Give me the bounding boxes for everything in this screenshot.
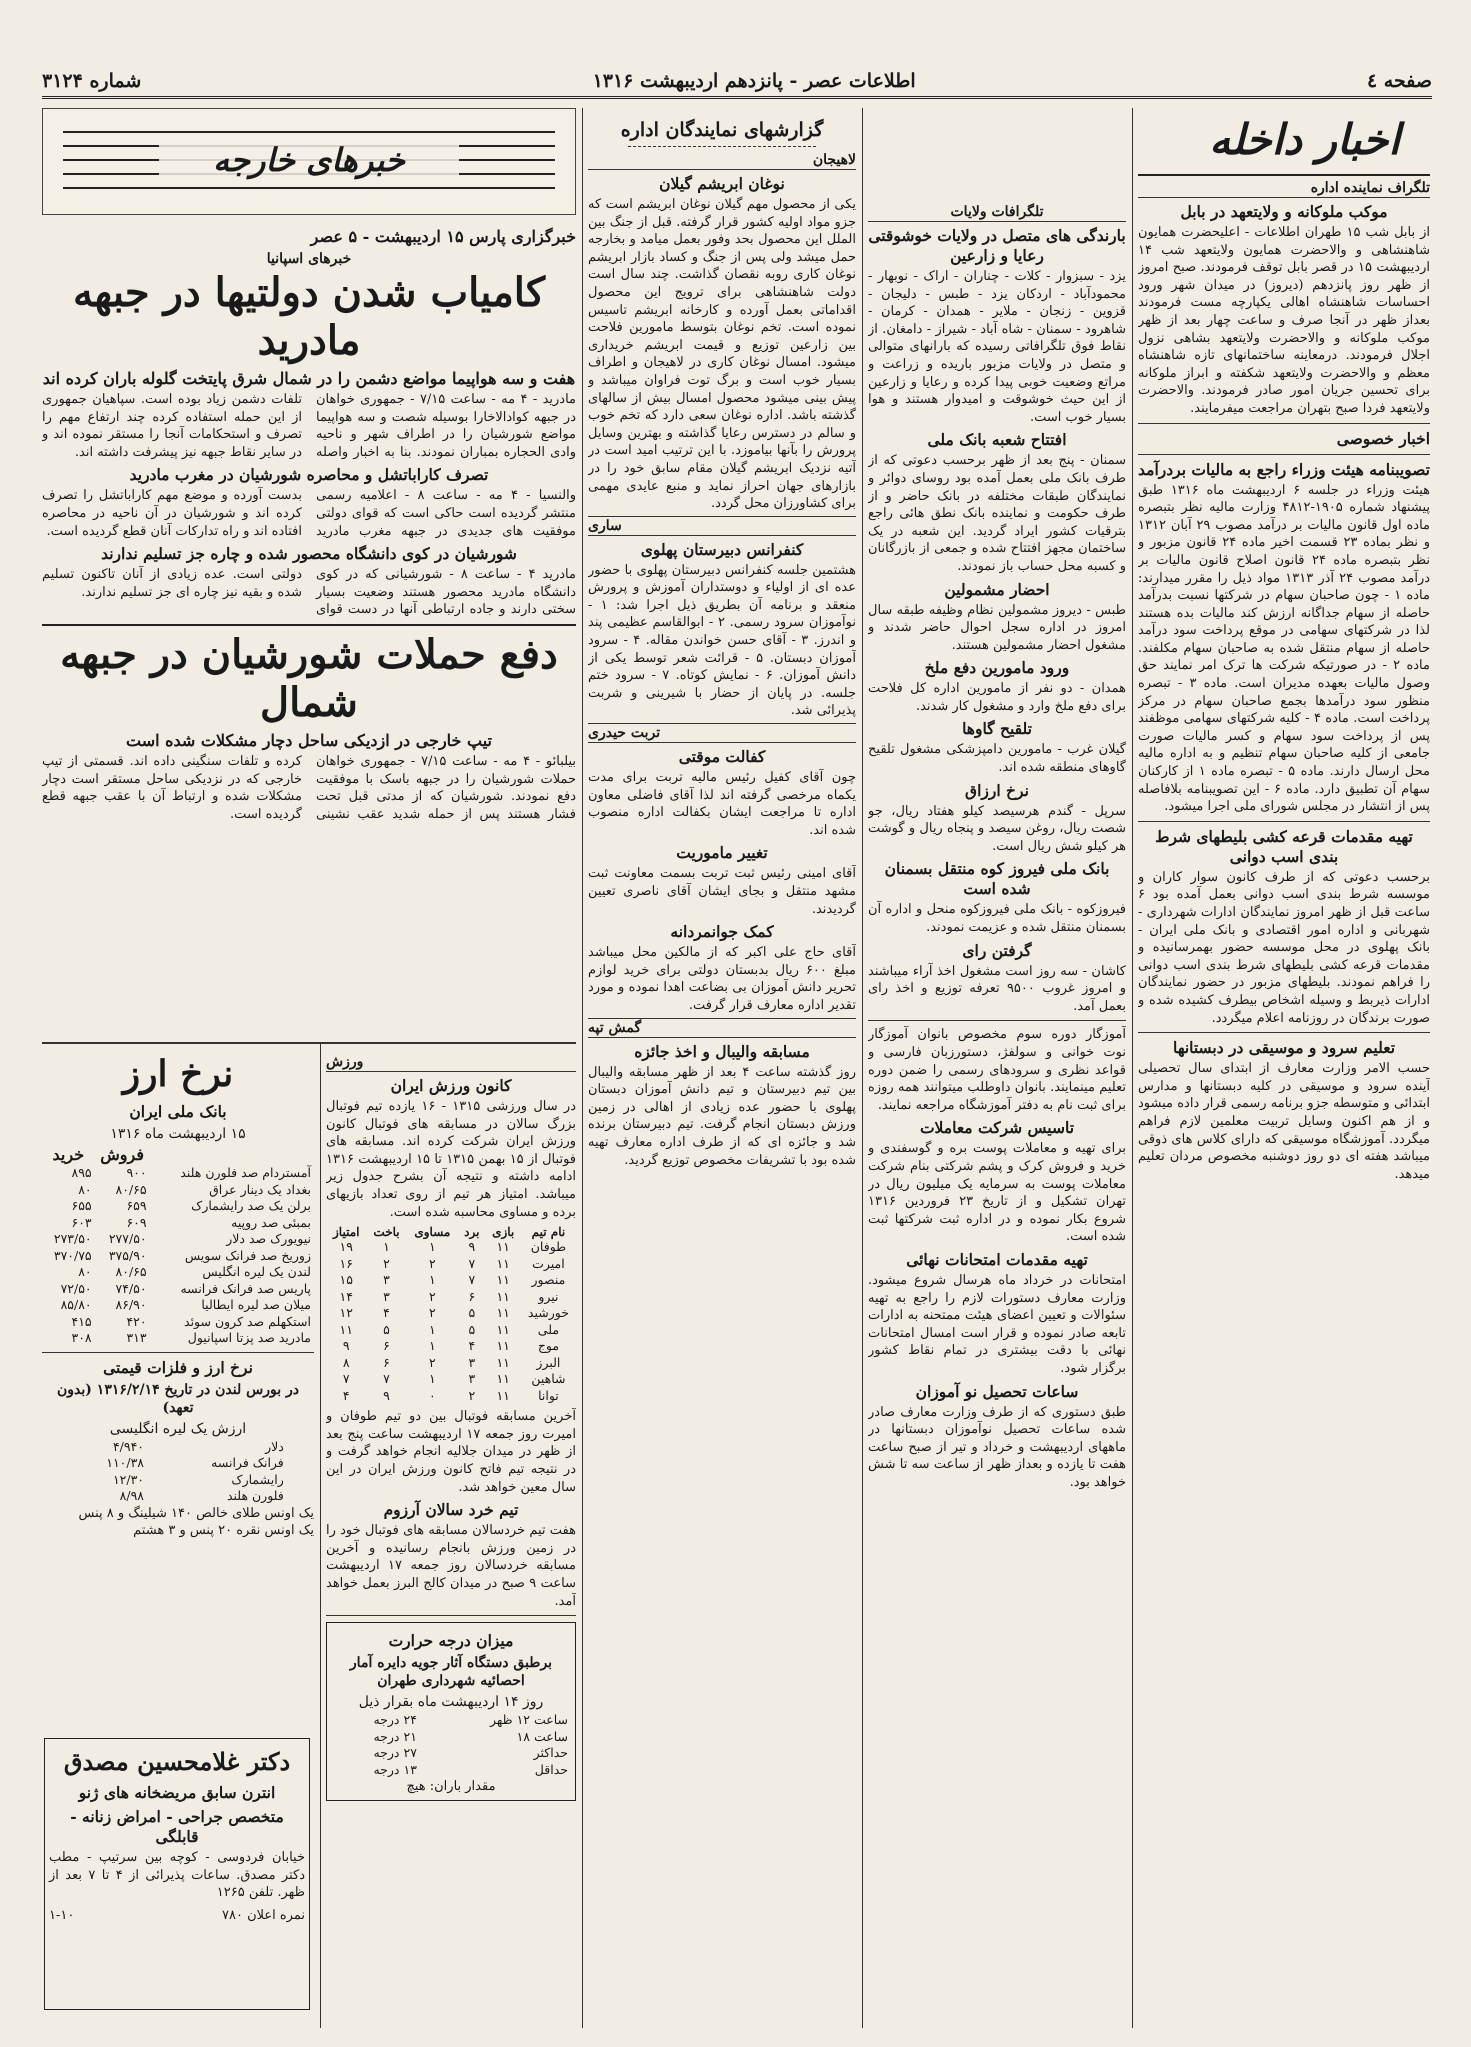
buy-rate: ۸۰	[78, 1181, 92, 1197]
league-cell: ۱۱	[496, 1305, 510, 1321]
exchange-row	[42, 1248, 314, 1265]
exchange-head: نرخ ارز	[122, 1053, 234, 1095]
exchange-row	[42, 1165, 314, 1182]
league-cell: ۲	[428, 1288, 436, 1304]
league-cell: ۱۹	[339, 1239, 353, 1255]
weather-label: حداقل	[534, 1761, 568, 1777]
exchange-row	[42, 1231, 314, 1248]
league-row	[326, 1305, 576, 1322]
sell-rate: ۸۰/۶۵	[115, 1181, 147, 1197]
exam-head: تهیه مقدمات امتحانات نهائی	[906, 1249, 1088, 1269]
league-cell: ۱۱	[496, 1338, 510, 1354]
league-cell: ۲	[428, 1354, 436, 1370]
spain-label: خبرهای اسپانیا	[266, 251, 352, 267]
league-cell: ۱	[383, 1239, 390, 1255]
league-cell: امیرت	[532, 1255, 565, 1271]
ad-specialty: متخصص جراحی - امراض زنانه - قابلگی	[70, 1807, 284, 1846]
currency-name: بغداد یک دینار عراق	[209, 1181, 311, 1197]
sell-rate: ۳۱۳	[126, 1330, 147, 1345]
league-cell: ۵	[468, 1321, 476, 1337]
league-cell: ۳	[383, 1288, 390, 1304]
foreign-block	[42, 108, 576, 1043]
final-text: آخرین مسابقه فوتبال بین دو تیم طوفان و امیرت روز جمعه ۱۷ اردیبهشت ساعت پنج بعد از ظهر در میدان جلالیه انجام خواهد گرفت و در نتیجه تیم فاتح کانون ورزش ایران در این سال معین خواهد شد.	[326, 1409, 576, 1495]
league-row	[326, 1289, 576, 1306]
telegraph-head: تلگراف نماینده اداره	[1138, 179, 1430, 198]
transfer-head: تغییر ماموریت	[676, 843, 768, 863]
col-sell: فروش	[100, 1145, 144, 1164]
company-head: تاسیس شرکت معاملات	[919, 1118, 1075, 1138]
currency-name: لندن یک لیره انگلیس	[202, 1264, 311, 1279]
league-cell: ۳	[468, 1371, 476, 1387]
league-cell: ۲	[468, 1387, 476, 1403]
league-cell: ۹	[468, 1239, 476, 1255]
weather-value: ۲۴ درجه	[373, 1712, 417, 1728]
exchange-date: ۱۵ اردیبهشت ماه ۱۳۱۶	[110, 1126, 246, 1142]
league-row	[326, 1371, 576, 1388]
hours-head: ساعات تحصیل نو آموزان	[915, 1381, 1079, 1401]
babol-head: موکب ملوکانه و ولایتعهد در بابل	[1180, 202, 1388, 221]
babol-text: از بابل شب ۱۵ طهران اطلاعات - اعلیحضرت همایون شاهنشاهی و والاحضرت همایون ولایتعهد شب ۱۴ اردیبهشت ۱۵ در قصر بابل توقف فرمودند. صبح امروز از ظهر روز پانزدهم (دیروز) در میدان شهر ورود احساسات شاهنشاه اهالی یکپارچه مست فرمودند بعداز ظهر در آنجا صرف و ساعت چهار بعد از ظهر موکب ملوکانه و والاحضرت ولایتعهد بشاهی نزول اجلال فرمودند. درمعاینه ساختمانهای تازه شاهنشاه معظم و والاحضرت ولایتعهد شکفته و ابراز ملوکانه برای تحسین جریان امور صادر فرمودند. والاحضرت ولایتعهد فردا صبح بتهران مراجعت میفرمایند.	[1138, 225, 1430, 416]
club-text: در سال ورزشی ۱۳۱۵ - ۱۶ یازده تیم فوتبال بزرگ سالان در مسابقه های فوتبال کانون ورزش ایران شرکت کرده اند. مسابقه های فوتبال از ۱۵ بهمن ۱۳۱۵ تا ۱۵ اردیبهشت ۱۳۱۶ ادامه داشته و نتیجه آن بشرح جدول زیر میباشد. امتیاز هر تیم از روی تعداد بازیهای برده و مساوی محاسبه شده است.	[326, 1099, 576, 1220]
exchange-row	[42, 1215, 314, 1232]
volleyball-text: روز گذشته ساعت ۴ بعد از ظهر مسابقه والیبال بین تیم دبیرستان و تیم دانش آموزان دبستان پهلوی با حضور عده زیادی از اهالی در زمین ورزش دبستان انجام گرفت. تیم دبیرستان برنده شد و جائزه ای که از طرف اداره معارف تهیه شده بود با تشریفات مخصوص توزیع گردید.	[588, 1064, 856, 1168]
foreign-banner: خبرهای خارجه	[42, 108, 576, 215]
ad-ref: نمره اعلان ۷۸۰	[221, 1907, 305, 1923]
league-table	[326, 1225, 576, 1404]
league-cell: ۱	[428, 1239, 436, 1255]
metals-head: نرخ ارز و فلزات قیمتی	[103, 1357, 253, 1377]
league-header-cell: باخت	[373, 1225, 400, 1240]
league-cell: ۱۱	[496, 1288, 510, 1304]
sell-rate: ۸۰/۶۵	[115, 1264, 147, 1279]
weather-date: روز ۱۴ اردیبهشت ماه بقرار ذیل	[358, 1694, 544, 1711]
league-cell: توانا	[538, 1387, 559, 1403]
league-row	[326, 1256, 576, 1273]
league-header-cell: امتیاز	[333, 1225, 360, 1240]
league-cell: ۶	[468, 1288, 476, 1304]
north-subhead: تیپ خارجی در ازدیکی ساحل دچار مشکلات شده است	[126, 730, 492, 750]
north-headline: دفع حملات شورشیان در جبهه شمال	[60, 630, 558, 726]
buy-rate: ۶۵۵	[71, 1198, 92, 1213]
madrid-headline: کامیاب شدن دولتیها در جبهه مادرید	[72, 269, 546, 364]
currency-name: برلن یک صد رایشمارک	[191, 1198, 311, 1213]
junior-text: هفت تیم خردسالان مسابقه های فوتبال خود را در زمین ورزش بانجام رسانیده و آخرین مسابقه خردسالان روز جمعه ۱۷ اردیبهشت ساعت ۹ صبح در میدان کالج البرز بعمل خواهد آمد.	[326, 1523, 576, 1609]
exchange-row	[42, 1198, 314, 1215]
league-cell: ۴	[342, 1387, 350, 1403]
page-number: صفحه ٤	[1366, 70, 1432, 92]
league-cell: البرز	[536, 1354, 561, 1370]
buy-rate: ۸۵/۸۰	[60, 1297, 92, 1312]
pars-agency: خبرگزاری پارس ۱۵ اردیبهشت - ۵ عصر	[310, 227, 576, 246]
league-cell: ۷	[468, 1255, 476, 1271]
weather-value: ۱۳ درجه	[373, 1761, 417, 1777]
metals-value: ۴/۹۴۰	[112, 1438, 145, 1454]
metals-sub2: ارزش یک لیره انگلیسی	[109, 1420, 247, 1437]
sell-rate: ۲۷۷/۵۰	[108, 1231, 147, 1246]
metals-currency: دلار	[265, 1438, 284, 1454]
currency-name: استکهلم صد کرون سوئد	[184, 1313, 311, 1329]
rain-head: بارندگی های متصل در ولایات خوشوقتی رعایا و زارعین	[868, 226, 1126, 265]
sell-rate: ۸۶/۹۰	[115, 1297, 147, 1312]
issue-number: شماره ۳۱۲۴	[42, 70, 142, 92]
masthead	[42, 66, 1432, 99]
sports-head: ورزش	[326, 1053, 576, 1072]
league-cell: ۱۱	[496, 1255, 510, 1271]
league-header-cell: نام تیم	[531, 1225, 566, 1240]
metals-value: ۸/۹۸	[119, 1488, 145, 1503]
buy-rate: ۴۱۵	[71, 1313, 92, 1329]
weather-row	[331, 1745, 571, 1762]
weather-row	[331, 1729, 571, 1746]
domestic-column	[1138, 108, 1430, 2028]
university-text: مادرید ۴ - ساعت ۸ - شورشیانی که در کوی دانشگاه مادرید محصور هستند وضعیت بسیار سختی دارند و جاده ارتباطی آنها در دست قوای دولتی است. عده زیادی از آنان تاکنون تسلیم شده و بقیه نیز چاره ای جز تسلیم ندارند.	[42, 567, 576, 618]
vote-head: گرفتن رای	[962, 940, 1032, 960]
university-head: شورشیان در کوی دانشگاه محصور شده و چاره جز تسلیم ندارند	[101, 544, 517, 564]
lottery-text: برحسب دعوتی که از طرف کانون سوار کاران و موسسه شرط بندی اسب دوانی بعمل آمده بود ۶ ساعت قبل از ظهر امروز نمایندگان ادارات شهرداری - شهربانی و اداره امور اقتصادی و بانک ملی ایران - بانک پهلوی در محل موسسه حضور بهمرسانیده و مقدمات قرعه کشی بلیطهای شرط بندی اسب دوانی را فراهم نمودند. بلیطهای مزبور در حضور نمایندگان ادارات ذیربط و وسیله اشخاص بیطرف کشیده شده و صورت برندگان در روزنامه اعلام میگردد.	[1138, 869, 1430, 1026]
carabanchel-head: تصرف کاراباتشل و محاصره شورشیان در مغرب مادرید	[129, 465, 489, 485]
league-cell: ۹	[342, 1338, 350, 1354]
metals-sub: در بورس لندن در تاریخ ۱۳۱۶/۲/۱۴ (بدون تعهد)	[57, 1381, 299, 1416]
league-row	[326, 1322, 576, 1339]
conscript-text: طبس - دیروز مشمولین نظام وظیفه طبقه سال امروز در اداره سجل احوال حاضر شدند و مشغول احضار مشمولین هستند.	[868, 602, 1126, 653]
locust-head: ورود مامورین دفع ملخ	[924, 658, 1070, 678]
weather-table	[331, 1712, 571, 1778]
club-head: کانون ورزش ایران	[390, 1076, 512, 1095]
volleyball-head: مسابقه والیبال و اخذ جائزه	[634, 1041, 810, 1061]
weather-label: ساعت ۱۸	[516, 1728, 568, 1744]
north-text: بیلبائو - ۴ مه - ساعت ۷/۱۵ - جمهوری خواهان حملات شورشیان را در جبهه باسک با موفقیت دفع نمودند. شورشیان که از مدتی قبل تحت فشار هستند پس از حمله شدید عقب نشینی کرده و تلفات سنگینی داده اند. قسمتی از تیپ خارجی که در نزدیکی ساحل مستقر است دچار مشکلات شده و ارتباط آن با عقب جبهه قطع گردیده است.	[42, 753, 576, 822]
league-header-cell: بازی	[492, 1225, 515, 1240]
agents-head: گزارشهای نمایندگان اداره	[620, 119, 824, 141]
conference-text: هشتمین جلسه کنفرانس دبیرستان پهلوی با حضور عده ای از اولیاء و دوستداران آموزش و پرورش منعقد و برنامه آن بطریق ذیل اجرا شد: ۱ - نوآموزان سرود رسمی. ۲ - ابوالقاسم عظیمی پند و اندرز. ۳ - آقای حسن خواندن مقاله. ۴ - سرود آموزان دبستان. ۵ - قرائت شعر توسط یکی از دانش آموزان. ۶ - نمایش کوتاه. ۷ - سرود ختم جلسه. در پایان از حضار با شیرینی و شربت پذیرائی شد.	[588, 562, 856, 719]
currency-name: آمستردام صد فلورن هلند	[180, 1165, 311, 1180]
vote-text: کاشان - سه روز است مشغول اخذ آراء میباشند و امروز غروب ۹۵۰۰ تعرفه توزیع و اخذ رای بعمل آمد.	[868, 963, 1126, 1014]
agents-column	[588, 108, 856, 2028]
league-row	[326, 1338, 576, 1355]
league-cell: ۲	[428, 1305, 436, 1321]
deputy-text: چون آقای کفیل رئیس مالیه تربت برای مدت یکماه مرخصی گرفته اند لذا آقای فاضلی معاون اداره تا مراجعت ایشان بکفالت اداره منصوب شده اند.	[588, 770, 856, 838]
league-row	[326, 1355, 576, 1372]
price-head: نرخ ارزاق	[965, 780, 1029, 800]
sell-rate: ۶۰۹	[126, 1214, 147, 1230]
sell-rate: ۴۲۰	[126, 1313, 147, 1329]
currency-name: میلان صد لیره ایطالیا	[201, 1297, 311, 1312]
special-news-head: اخبار خصوصی	[1336, 428, 1430, 448]
firuzkuh-head: بانک ملی فیروز کوه منتقل بسمنان شده است	[884, 859, 1110, 899]
league-cell: ۱	[428, 1338, 436, 1354]
junior-head: تیم خرد سالان آرزوم	[383, 1500, 519, 1520]
league-cell: ۰	[428, 1387, 436, 1403]
league-cell: ۷	[342, 1371, 350, 1387]
exchange-block	[42, 1050, 314, 1730]
exchange-row	[42, 1264, 314, 1281]
league-cell: ۲	[428, 1255, 436, 1271]
silk-head: نوغان ابریشم گیلان	[659, 174, 785, 193]
weather-row	[331, 1762, 571, 1779]
exam-text: امتحانات در خرداد ماه هرسال شروع میشود. وزارت معارف دستورات لازم را راجع به تهیه سئوالات و تعیین اعضای هیئت ممتحنه به ادارات تابعه صادر نموده و قرار است امسال امتحانات نهائی با دقت بیشتری در تمام نقاط کشور برگزار شود.	[868, 1272, 1126, 1376]
sports-block	[326, 1050, 576, 2025]
madrid-text: مادرید - ۴ مه - ساعت ۷/۱۵ - جمهوری خواهان در جبهه کوادالاخارا بوسیله شصت و سه هواپیما مواضع شورشیان را در اطراف شهر و ناحیه وادی الحجاره بمباران نمودند. بنا به اخبار واصله تلفات دشمن زیاد بوده است. سپاهیان جمهوری از این حمله استفاده کرده چند ارتفاع مهم را تصرف و استحکامات آنجا را مستقر نموده اند و در سایر نقاط جبهه نیز پیشرفت داشته اند.	[42, 392, 576, 460]
league-cell: ۶	[383, 1354, 390, 1370]
league-cell: طوفان	[530, 1239, 567, 1255]
league-cell: ۳	[468, 1354, 476, 1370]
league-cell: شاهین	[531, 1371, 566, 1387]
cabinet-decree-text: هیئت وزراء در جلسه ۶ اردیبهشت ماه ۱۳۱۶ طبق پیشنهاد شماره ۱۹۰۵-۴۸۱۲ وزارت مالیه نظر بتبصره ماده اول قانون مالیات بر درآمد مصوب ۲۹ آبان ۱۳۱۲ و نظر بماده ۲۳ قسمت اخیر ماده ۲۴ قانون مزبور و نظر بتبصره ماده ۲۴ قانون اصلاح قانون مالیات بر درآمد مصوب ۲۴ آذر ۱۳۱۳ مواد ذیل را مقرر میدارند: ماده ۱ - چون صاحبان سهام در شرکتها نسبت بدرآمد حاصله از سهام جداگانه ارزش کند مالیات بده هستند لذا در شرکتهای سهامی در موقع پرداخت سود درآمد حاصله از سهام منتقل شده به صاحبان سهام مکلفند. ماده ۲ - در صورتیکه شرکت ها ترک امر نمایند حق وصول مالیات بعهده مدیران است. ماده ۳ - تبصره منظور سود درآمدها بجمع صاحبان سهام در مرکز پرداخت است. ماده ۴ - کلیه شرکتهای سهامی موظفند پس از پرداخت سود سهام و کسر مالیات صورت جامعی از کلیه صاحبان سهام تنظیم و به اداره مالیه محل ارسال دارند. ماده ۵ - تبصره ماده ۱ از کارکنان سهام آن تطبیق دارد. ماده ۶ - این تصویبنامه بلافاصله پس از انتشار در مجلس شورای ملی اجرا میشود.	[1138, 482, 1430, 815]
weather-label: حداکثر	[533, 1745, 568, 1761]
league-header-cell: مساوی	[414, 1225, 451, 1240]
silk-text: یکی از محصول مهم گیلان نوغان ابریشم است که جزو مواد اولیه کشور قرار گرفته. قبل از جنگ بین الملل این محصول بحد وفور بعمل میامد و بخارجه حمل میشد ولی پس از جنگ و کساد بازار ابریشم نوغان کاری روبه نقصان گذاشت. چند سال است دولت شاهنشاهی برای ترویج این محصول اقداماتی بعمل آورده و کارخانه ابریشم تاسیس نموده است. تخم نوغان بتوسط مامورین فلاحت بین زارعین توزیع و قیمت ابریشم خریداری میشود. امسال نوغان کاری در لاهیجان و اطراف بسیار خوب است و برگ توت فراوان میباشد و پیش بینی میشود محصول امسال بیش از سالهای گذشته باشد. اداره نوغان سعی دارد که تخم خوب و سالم در دسترس رعایا گذاشته و بهترین وسایل پرورش را بآنها بیاموزد. با این ترتیب امید است در آتیه نزدیک ابریشم گیلان مقام سابق خود را در بازارهای جهان احراز نماید و منبع عایدی مهمی برای کشاورزان محل گردد.	[588, 197, 856, 512]
music-head: تعلیم سرود و موسیقی در دبستانها	[1172, 1038, 1396, 1058]
league-cell: ۱۱	[496, 1371, 510, 1387]
weather-head: میزان درجه حرارت	[388, 1631, 514, 1651]
weather-sub: برطبق دستگاه آثار جویه دایره آمار احصائیه شهرداری طهران	[349, 1655, 553, 1690]
bank-branch-head: افتتاح شعبه بانک ملی	[927, 430, 1067, 450]
metals-row	[69, 1472, 287, 1489]
rain-text: یزد - سبزوار - کلات - چناران - اراک - نوبهار - محمودآباد - اردکان یزد - طبس - دلیجان - قزوین - زنجان - ملایر - همدان - کرمان - شاهرود - سمنان - شاه آباد - شیراز - دامغان. از نقاط فوق تلگرافاتی رسیده که بارانهای متوالی و متصل در ولایات مزبور باریده و زراعت و مراتع وضعیت خوبی پیدا کرده و رعایا و زارعین از این حیث خوشوقت و امیدوار هستند و هوا بسیار خوب است.	[868, 269, 1126, 425]
music-text: حسب الامر وزارت معارف از ابتدای سال تحصیلی آینده سرود و موسیقی در کلیه دبستانها و مدارس ابتدائی و متوسطه جزو برنامه رسمی قرار داده میشود و از هم اکنون وسایل تربیت معلمین لازم فراهم میگردد. آموزشگاه موسیقی که دارای کلاس های ذوقی میباشد هفته ای دو روز دوشنبه مخصوص مردان تعلیم میدهد.	[1138, 1061, 1430, 1182]
league-cell: ۶	[383, 1338, 390, 1354]
buy-rate: ۲۷۳/۵۰	[53, 1231, 92, 1246]
buy-rate: ۶۰۳	[71, 1214, 92, 1230]
sell-rate: ۳۷۵/۹۰	[108, 1247, 147, 1263]
weather-rain: مقدار باران: هیچ	[406, 1779, 496, 1795]
domestic-banner: اخبار داخله	[1138, 108, 1430, 176]
league-cell: موج	[537, 1338, 560, 1354]
bank-branch-text: سمنان - پنج بعد از ظهر برحسب دعوتی که از طرف بانک ملی بعمل آمده بود روسای دوائر و نمایندگان طبقات مختلفه در بانک حاضر و از طرف حکومت و نماینده بانک نطق هائی راجع بترقیات کشور ایراد گردید. این شعبه در یک ساختمان مجهز افتتاح شده و جمعی از بازرگانان و کسبه محل حساب باز نمودند.	[868, 453, 1126, 574]
currency-name: زوریخ صد فرانک سویس	[184, 1247, 311, 1263]
league-cell: ۱۱	[496, 1321, 510, 1337]
league-cell: ۱	[428, 1272, 436, 1288]
currency-name: مادرید صد پزتا اسپانیول	[187, 1330, 311, 1345]
ad-num: ۱-۱۰	[49, 1907, 75, 1923]
city-gomishtappeh: گمش تپه	[588, 1018, 856, 1038]
league-cell: ۵	[468, 1305, 476, 1321]
firuzkuh-text: فیروزکوه - بانک ملی فیروزکوه منحل و اداره آن بسمنان منتقل شده و عزیمت نمودند.	[868, 902, 1126, 936]
ad-doctor-name: دکتر غلامحسین مصدق	[63, 1747, 291, 1776]
doctor-ad	[44, 1738, 310, 2010]
buy-rate: ۸۰	[78, 1264, 92, 1279]
league-cell: خورشید	[527, 1305, 569, 1321]
paper-title: اطلاعات عصر - پانزدهم اردیبهشت ۱۳۱۶	[592, 70, 916, 92]
deputy-head: کفالت موقتی	[678, 747, 766, 767]
league-cell: ۲	[383, 1255, 390, 1271]
metals-value: ۱۲/۳۰	[112, 1471, 145, 1487]
provinces-head: تلگرافات ولایات	[868, 203, 1126, 222]
conference-head: کنفرانس دبیرستان پهلوی	[640, 539, 804, 559]
locust-text: همدان - دو نفر از مامورین اداره کل فلاحت برای دفع ملخ وارد و مشغول کار شدند.	[868, 681, 1126, 714]
league-cell: ۸	[342, 1354, 350, 1370]
league-row	[326, 1388, 576, 1405]
league-header-cell: برد	[464, 1225, 480, 1240]
league-cell: ۱۱	[496, 1272, 510, 1288]
lottery-head: تهیه مقدمات قرعه کشی بلیطهای شرط بندی اسب دوانی	[1155, 826, 1413, 866]
city-lahijan: لاهیجان	[588, 151, 856, 170]
league-cell: ۱۱	[339, 1321, 353, 1337]
league-cell: ملی	[537, 1321, 560, 1337]
weather-value: ۲۱ درجه	[373, 1728, 417, 1744]
currency-name: نیویورک صد دلار	[226, 1231, 311, 1246]
league-cell: ۳	[383, 1272, 390, 1288]
gold-price: یک اونس طلای خالص ۱۴۰ شیلینگ و ۸ پنس	[78, 1505, 314, 1521]
metals-currency: فرانک فرانسه	[211, 1455, 284, 1470]
ad-title: انترن سابق مریضخانه های ژنو	[78, 1783, 276, 1802]
league-cell: ۱	[428, 1371, 436, 1387]
buy-rate: ۳۷۰/۷۵	[53, 1247, 92, 1263]
metals-value: ۱۱۰/۳۸	[106, 1455, 145, 1470]
transfer-text: آقای امینی رئیس ثبت تربت بسمت معاونت ثبت مشهد منتقل و بجای ایشان آقای ناصری تعیین گردیدند.	[588, 866, 856, 917]
vaccine-text: گیلان غرب - مامورین دامپزشکی مشغول تلقیح گاوهای منطقه شده اند.	[868, 742, 1126, 776]
league-cell: ۱۱	[496, 1387, 510, 1403]
league-cell: ۱۶	[339, 1255, 353, 1271]
league-row	[326, 1239, 576, 1256]
metals-row	[69, 1488, 287, 1505]
city-torbat: تربت حیدری	[588, 723, 856, 743]
donation-text: آقای حاج علی اکبر که از مالکین محل میباشد مبلغ ۶۰۰ ریال بدبستان دولتی برای خرید لوازم تحریر دانش آموزان بی بضاعت اهدا نموده و مورد تقدیر اداره معارف قرار گرفت.	[588, 945, 856, 1013]
ad-address: خیابان فردوسی - کوچه بین سرتیپ - مطب دکتر مصدق. ساعات پذیرائی از ۴ تا ۷ بعد از ظهر. تلفن ۱۲۶۵	[49, 1850, 306, 1901]
donation-head: کمک جوانمردانه	[670, 922, 774, 942]
weather-box	[326, 1622, 576, 1801]
league-row	[326, 1272, 576, 1289]
sell-rate: ۷۴/۵۰	[115, 1280, 147, 1296]
bank-name: بانک ملی ایران	[129, 1102, 227, 1121]
league-cell: ۱۲	[339, 1305, 353, 1321]
metals-currency: رایشمارک	[231, 1471, 284, 1487]
exchange-table	[42, 1144, 314, 1347]
teacher-text: آموزگار دوره سوم مخصوص بانوان آموزگار نوت خوانی و سولفژ، دستورزبان فارسی و قواعد نظری و سرودهای رسمی را ضمن دوره تعلیم مینمایند. بانوان داوطلب میتوانند همه روزه برای ثبت نام به دفتر آموزشگاه مراجعه نمایند.	[868, 1027, 1126, 1113]
sell-rate: ۶۵۹	[126, 1198, 147, 1213]
metals-row	[69, 1455, 287, 1472]
league-cell: ۴	[383, 1305, 390, 1321]
buy-rate: ۳۰۸	[71, 1330, 92, 1345]
league-cell: ۱۱	[496, 1239, 510, 1255]
currency-name: بمبئی صد روپیه	[231, 1214, 311, 1230]
company-text: برای تهیه و معاملات پوست بره و گوسفندی و خرید و فروش کرک و پشم شرکتی بنام شرکت معاملات پوست به سرمایه یک میلیون ریال در تهران تشکیل و از تاریخ ۲۳ فروردین ۱۳۱۶ شروع بکار نموده و در اداره ثبت شرکتها ثبت شده است.	[868, 1141, 1126, 1245]
price-text: سرپل - گندم هرسیصد کیلو هفتاد ریال، جو شصت ریال، روغن سیصد و پنجاه ریال و گوشت هر کیلو شش ریال است.	[868, 803, 1126, 854]
exchange-row	[42, 1330, 314, 1347]
hours-text: طبق دستوری که از طرف وزارت معارف صادر شده ساعات تحصیل نوآموزان دبستانها در ماههای اردیبهشت و خرداد و تیر از صبح ساعت هفت تا یازده و بعداز ظهر از ساعت سه تا شش خواهد بود.	[868, 1404, 1126, 1490]
city-sari: ساری	[588, 516, 856, 536]
provinces-column	[868, 108, 1126, 2028]
exchange-row	[42, 1297, 314, 1314]
metals-table	[69, 1439, 287, 1505]
conscript-head: احضار مشمولین	[944, 579, 1050, 599]
buy-rate: ۸۹۵	[71, 1165, 92, 1180]
weather-row	[331, 1712, 571, 1729]
league-cell: ۴	[468, 1338, 476, 1354]
cabinet-decree-head: تصویبنامه هیئت وزراء راجع به مالیات بردرآمد	[1138, 459, 1430, 479]
league-cell: ۱۵	[339, 1272, 353, 1288]
metals-currency: فلورن هلند	[226, 1488, 284, 1503]
col-buy: خرید	[52, 1145, 85, 1164]
vaccine-head: تلقیح گاوها	[962, 719, 1032, 739]
weather-value: ۲۷ درجه	[373, 1745, 417, 1761]
league-cell: ۱	[428, 1321, 436, 1337]
exchange-row	[42, 1314, 314, 1331]
metals-row	[69, 1439, 287, 1456]
currency-name: پاریس صد فرانک فرانسه	[180, 1280, 311, 1296]
league-cell: ۹	[383, 1387, 390, 1403]
league-cell: ۱۴	[339, 1288, 353, 1304]
carabanchel-text: والنسیا - ۴ مه - ساعت ۸ - اعلامیه رسمی منتشر گردیده است حاکی است که قوای دولتی موفقیت های جدیدی در جبهه مغرب مادرید بدست آورده و موضع مهم کاراباتشل را تصرف کرده اند و شورشیان در آن ناحیه در محاصره افتاده اند و راه تدارکات آنان قطع گردیده است.	[42, 488, 576, 539]
league-cell: ۷	[468, 1272, 476, 1288]
league-cell: ۷	[383, 1371, 390, 1387]
league-cell: ۱۱	[496, 1354, 510, 1370]
exchange-row	[42, 1182, 314, 1199]
weather-label: ساعت ۱۲ ظهر	[489, 1712, 568, 1728]
exchange-row	[42, 1281, 314, 1298]
league-cell: ۵	[383, 1321, 390, 1337]
league-cell: نیرو	[538, 1288, 559, 1304]
buy-rate: ۷۲/۵۰	[60, 1280, 92, 1296]
sell-rate: ۹۰۰	[126, 1165, 147, 1180]
madrid-subhead: هفت و سه هواپیما مواضع دشمن را در شمال شرق پایتخت گلوله باران کرده اند	[42, 369, 576, 388]
silver-price: یک اونس نقره ۲۰ پنس و ۳ هشتم	[133, 1523, 314, 1539]
league-cell: منصور	[531, 1272, 566, 1288]
